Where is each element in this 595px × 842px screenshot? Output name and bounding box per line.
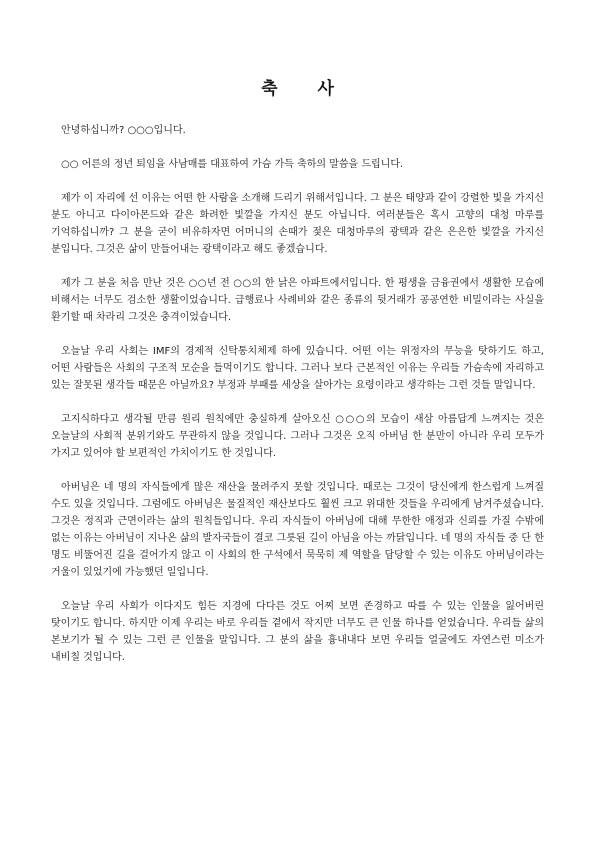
- paragraph-legacy: 아버님은 네 명의 자식들에게 많은 재산을 물려주지 못할 것입니다. 때로는 그것이 당신에게 한스럽게 느껴질 수도 있을 것입니다. 그럼에도 아버님은 물질적인 재산보다도 훨씬 크고 위대한 것들을 우리에게 남겨주셨습니다. 그것은 정직과 근면이라는 삶의 원칙들입니다. 우리 자식들이 아버님에 대해 무한한 애정과 신뢰를 가질 수밖에 없는 이유는 아버님이 지나온 삶의 발자국들이 결코 그릇된 길이 아님을 아는 까닭입니다. 네 명의 자식들 중 단 한 명도 비뚤어진 길을 걸어가지 않고 이 사회의 한 구석에서 묵묵히 제 역할을 담당할 수 있는 이유도 아버님이라는 거울이 있었기에 가능했던 일입니다.: [51, 482, 544, 578]
- paragraph-closing: 오늘날 우리 사회가 이다지도 힘든 지경에 다다른 것도 어찌 보면 존경하고 따를 수 있는 인물을 잃어버린 탓이기도 합니다. 하지만 이제 우리는 바로 우리들 곁에서 작지만 너무도 큰 인물 하나를 얻었습니다. 우리들 삶의 본보기가 될 수 있는 그런 큰 인물을 말입니다. 그 분의 삶을 흉내내다 보면 우리들 얼굴에도 자연스런 미소가 내비칠 것입니다.: [51, 601, 544, 663]
- title-char-1: 축: [261, 79, 278, 99]
- paragraph-first-meeting: 제가 그 분을 처음 만난 것은 ○○년 전 ○○의 한 낡은 아파트에서입니다. 한 평생을 금융권에서 생활한 모습에 비해서는 너무도 검소한 생활이었습니다. 급행료나 사례비와 같은 종류의 뒷거래가 공공연한 비밀이라는 사실을 환기할 때 차라리 그것은 충격이었습니다.: [51, 278, 544, 323]
- paragraph-society: 오늘날 우리 사회는 IMF의 경제적 신탁통치체제 하에 있습니다. 어떤 이는 위정자의 무능을 탓하기도 하고, 어떤 사람들은 사회의 구조적 모순을 들먹이기도 합니다. 그러나 보다 근본적인 이유는 우리들 가슴속에 자리하고 있는 잘못된 생각들 때문은 아닐까요? 부정과 부패를 세상을 살아가는 요령이라고 생각하는 그런 것들 말입니다.: [51, 346, 544, 391]
- paragraph-congratulations: ○○ 어른의 정년 퇴임을 사남매를 대표하여 가슴 가득 축하의 말씀을 드립니다.: [61, 159, 404, 170]
- page-title: [0, 74, 595, 99]
- speech-body: [51, 122, 544, 666]
- paragraph-principles: 고지식하다고 생각될 만큼 원리 원칙에만 충실하게 살아오신 ○○○의 모습이 새삼 아름답게 느껴지는 것은 오늘날의 사회적 분위기와도 무관하지 않을 것입니다. 그러나 그것은 오직 아버님 한 분만이 아니라 우리 모두가 가지고 있어야 할 보편적인 가치이기도 한 것입니다.: [51, 414, 544, 459]
- paragraph-introduction: 제가 이 자리에 선 이유는 어떤 한 사람을 소개해 드리기 위해서입니다. 그 분은 태양과 같이 강렬한 빛을 가지신 분도 아니고 다이아몬드와 같은 화려한 빛깔을 가지신 분도 아닙니다. 여러분들은 혹시 고향의 대청 마루를 기억하십니까? 그 분을 굳이 비유하자면 어머니의 손때가 젖은 대청마루의 광택과 같은 은은한 빛깔을 가지신 분입니다. 그것은 삶이 만들어내는 광택이라고 해도 좋겠습니다.: [51, 193, 544, 255]
- title-char-2: 사: [317, 79, 334, 99]
- paragraph-greeting: 안녕하십니까? ○○○입니다.: [61, 125, 186, 136]
